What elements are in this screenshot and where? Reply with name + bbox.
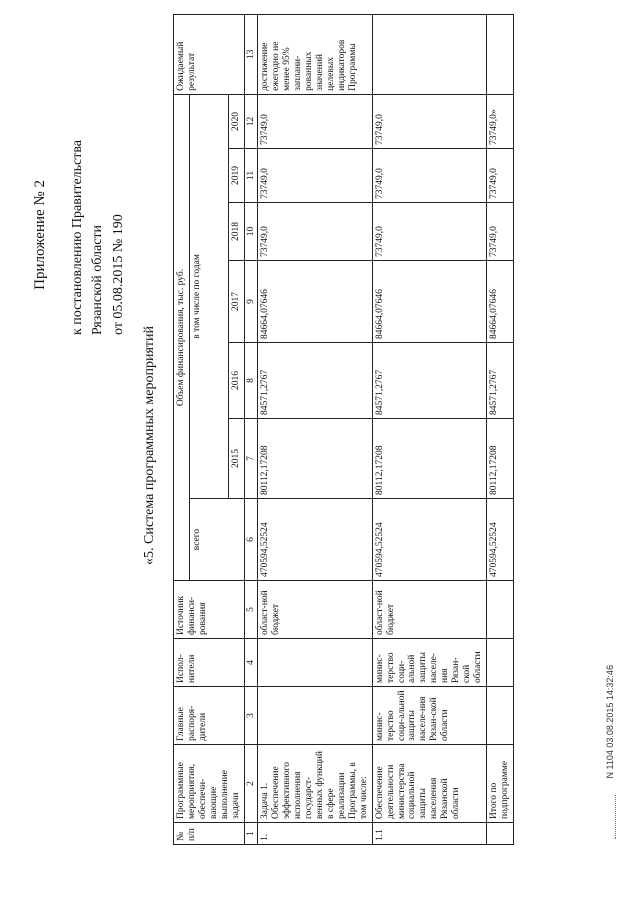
row-source: област-ной бюджет bbox=[372, 581, 486, 639]
row-2015: 80112,17208 bbox=[372, 419, 486, 499]
row-source bbox=[486, 581, 513, 639]
row-executor bbox=[258, 639, 372, 687]
col-number: 7 bbox=[244, 419, 258, 499]
row-measure: Обеспечение деятельности министерства социальной защиты населения Рязанской области bbox=[372, 745, 486, 823]
header-incl-years: в том числе по годам bbox=[189, 94, 228, 498]
row-manager bbox=[486, 687, 513, 745]
row-2019: 73749,0 bbox=[486, 149, 513, 203]
header-managers: Главные распоря-дители bbox=[174, 687, 245, 745]
header-measures: Программные мероприятия, обеспечи-вающие выполнение задачи bbox=[174, 745, 245, 823]
col-number: 8 bbox=[244, 343, 258, 419]
row-2019: 73749,0 bbox=[258, 149, 372, 203]
row-measure: Итого по подпрограмме bbox=[486, 745, 513, 823]
row-expected-result bbox=[372, 14, 486, 94]
row-2015: 80112,17208 bbox=[258, 419, 372, 499]
row-2018: 73749,0 bbox=[486, 203, 513, 261]
row-2019: 73749,0 bbox=[372, 149, 486, 203]
header-year-2017: 2017 bbox=[228, 261, 244, 343]
row-source: област-ной бюджет bbox=[258, 581, 372, 639]
header-year-2018: 2018 bbox=[228, 203, 244, 261]
row-2020: 73749,0 bbox=[372, 94, 486, 148]
annex-label: Приложение № 2 bbox=[32, 180, 48, 290]
col-number: 6 bbox=[244, 499, 258, 581]
col-number: 11 bbox=[244, 149, 258, 203]
section-title: «5. Система программных мероприятий bbox=[142, 325, 157, 565]
col-number: 1 bbox=[244, 823, 258, 845]
column-number-row bbox=[244, 14, 258, 844]
row-expected-result bbox=[486, 14, 513, 94]
col-number: 13 bbox=[244, 14, 258, 94]
table-row-task-1 bbox=[258, 14, 372, 844]
row-2016: 84571,2767 bbox=[372, 343, 486, 419]
row-2017: 84664,07646 bbox=[258, 261, 372, 343]
row-total: 470594,52524 bbox=[258, 499, 372, 581]
col-number: 12 bbox=[244, 94, 258, 148]
region-line: Рязанской области bbox=[90, 224, 105, 335]
header-year-2019: 2019 bbox=[228, 149, 244, 203]
row-2018: 73749,0 bbox=[372, 203, 486, 261]
row-total: 470594,52524 bbox=[486, 499, 513, 581]
header-expected: Ожидаемый результат bbox=[174, 14, 245, 94]
col-number: 2 bbox=[244, 745, 258, 823]
header-year-2016: 2016 bbox=[228, 343, 244, 419]
row-expected-result: достижение ежегодно не менее 95% заплани-рованных значений целевых индикаторов Программы bbox=[258, 14, 372, 94]
row-2018: 73749,0 bbox=[258, 203, 372, 261]
program-measures-table bbox=[173, 14, 514, 845]
row-2020: 73749,0 bbox=[258, 94, 372, 148]
row-executor: минис-терство соци-альной защиты населе-ния Рязан-ской области bbox=[372, 639, 486, 687]
row-measure: Задача 1. Обеспечение эффективного исполнения государст-венных функций в сфере реализации Программы, в том числе: bbox=[258, 745, 372, 823]
header-year-2015: 2015 bbox=[228, 419, 244, 499]
row-total: 470594,52524 bbox=[372, 499, 486, 581]
row-manager bbox=[258, 687, 372, 745]
document-header bbox=[20, 30, 170, 875]
header-volume: Объем финансирования, тыс. руб. bbox=[174, 94, 190, 580]
header-num: № п/п bbox=[174, 823, 245, 845]
stamp-text: N 1104 03.08.2015 14:32:46 bbox=[605, 665, 615, 779]
row-num: 1. bbox=[258, 823, 372, 845]
row-manager: минис-терство соци-альной защиты населе-ния Рязан-ской области bbox=[372, 687, 486, 745]
resolution-date-line: от 05.08.2015 № 190 bbox=[111, 214, 126, 335]
header-source: Источник финанси-рования bbox=[174, 581, 245, 639]
col-number: 10 bbox=[244, 203, 258, 261]
row-2017: 84664,07646 bbox=[486, 261, 513, 343]
col-number: 3 bbox=[244, 687, 258, 745]
resolution-line: к постановлению Правительства bbox=[70, 139, 85, 335]
header-executors: Испол-нители bbox=[174, 639, 245, 687]
rotated-document-page bbox=[20, 30, 620, 875]
row-executor bbox=[486, 639, 513, 687]
row-2017: 84664,07646 bbox=[372, 261, 486, 343]
stamp-mark-icon bbox=[605, 795, 616, 839]
registration-stamp bbox=[605, 665, 616, 839]
table-row-item-1-1 bbox=[372, 14, 486, 844]
header-year-2020: 2020 bbox=[228, 94, 244, 148]
col-number: 4 bbox=[244, 639, 258, 687]
row-2016: 84571,2767 bbox=[258, 343, 372, 419]
row-2020: 73749,0» bbox=[486, 94, 513, 148]
col-number: 9 bbox=[244, 261, 258, 343]
table-row-total bbox=[486, 14, 513, 844]
col-number: 5 bbox=[244, 581, 258, 639]
row-2015: 80112,17208 bbox=[486, 419, 513, 499]
row-num bbox=[486, 823, 513, 845]
header-total: всего bbox=[189, 499, 244, 581]
header-row-1 bbox=[174, 14, 190, 844]
row-2016: 84571,2767 bbox=[486, 343, 513, 419]
row-num: 1.1 bbox=[372, 823, 486, 845]
